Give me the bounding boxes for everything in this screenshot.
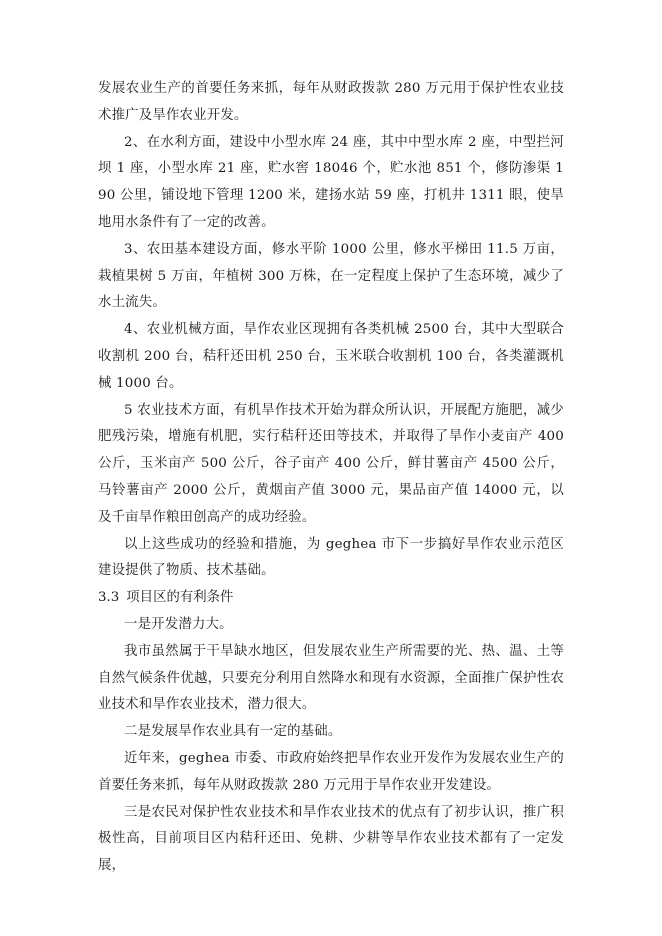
section-heading [98, 585, 564, 612]
paragraph-water-conservancy: 2、在水利方面，建设中小型水库 24 座，其中中型水库 2 座，中型拦河坝 1 座，小型水库 21 座，贮水窖 18046 个，贮水池 851 个，修防渗渠 190 公里，铺设地下管理 1200 米，建扬水站 59 座，打机井 1311 眼，使旱地用水条件有了一定的改善。 [98, 134, 564, 230]
paragraph-point-two-title: 二是发展旱作农业具有一定的基础。 [124, 724, 342, 740]
paragraph-agricultural-technology: 5 农业技术方面，有机旱作技术开始为群众所认识，开展配方施肥，减少肥残污染，增施有机肥，实行秸秆还田等技术，并取得了旱作小麦亩产 400 公斤，玉米亩产 500 公斤，谷子亩产 400 公斤，鲜甘薯亩产 4500 公斤，马铃薯亩产 2000 公斤，黄烟亩产值 3000 元，果品亩产值 14000 元，以及千亩旱作粮田创高产的成功经验。 [98, 402, 564, 525]
paragraph-agricultural-machinery: 4、农业机械方面，旱作农业区现拥有各类机械 2500 台，其中大型联合收割机 200 台，秸秆还田机 250 台，玉米联合收割机 100 台，各类灌溉机械 1000 台。 [98, 322, 564, 391]
paragraph-summary: 以上这些成功的经验和措施，为 geghea 市下一步搞好旱作农业示范区建设提供了物质、技术基础。 [98, 536, 564, 579]
paragraph-farmland-construction: 3、农田基本建设方面，修水平阶 1000 公里，修水平梯田 11.5 万亩，栽植果树 5 万亩，年植树 300 万株，在一定程度上保护了生态环境，减少了水土流失。 [98, 241, 564, 311]
paragraph-point-two-body: 近年来，geghea 市委、市政府始终把旱作农业开发作为发展农业生产的首要任务来抓，每年从财政拨款 280 万元用于旱作农业开发建设。 [98, 750, 564, 793]
paragraph-point-three: 三是农民对保护性农业技术和旱作农业技术的优点有了初步认识，推广积极性高，目前项目区内秸秆还田、免耕、少耕等旱作农业技术都有了一定发展， [98, 804, 564, 874]
paragraph-point-one-title: 一是开发潜力大。 [124, 616, 233, 632]
section-heading-title: 项目区的有利条件 [126, 590, 234, 606]
section-heading-number: 3.3 [98, 590, 120, 606]
paragraph-continuation: 发展农业生产的首要任务来抓，每年从财政拨款 280 万元用于保护性农业技术推广及旱作农业开发。 [98, 81, 564, 123]
paragraph-point-one-body: 我市虽然属于干旱缺水地区，但发展农业生产所需要的光、热、温、土等自然气候条件优越，只要充分利用自然降水和现有水资源，全面推广保护性农业技术和旱作农业技术，潜力很大。 [98, 643, 564, 713]
document-body [98, 76, 564, 880]
